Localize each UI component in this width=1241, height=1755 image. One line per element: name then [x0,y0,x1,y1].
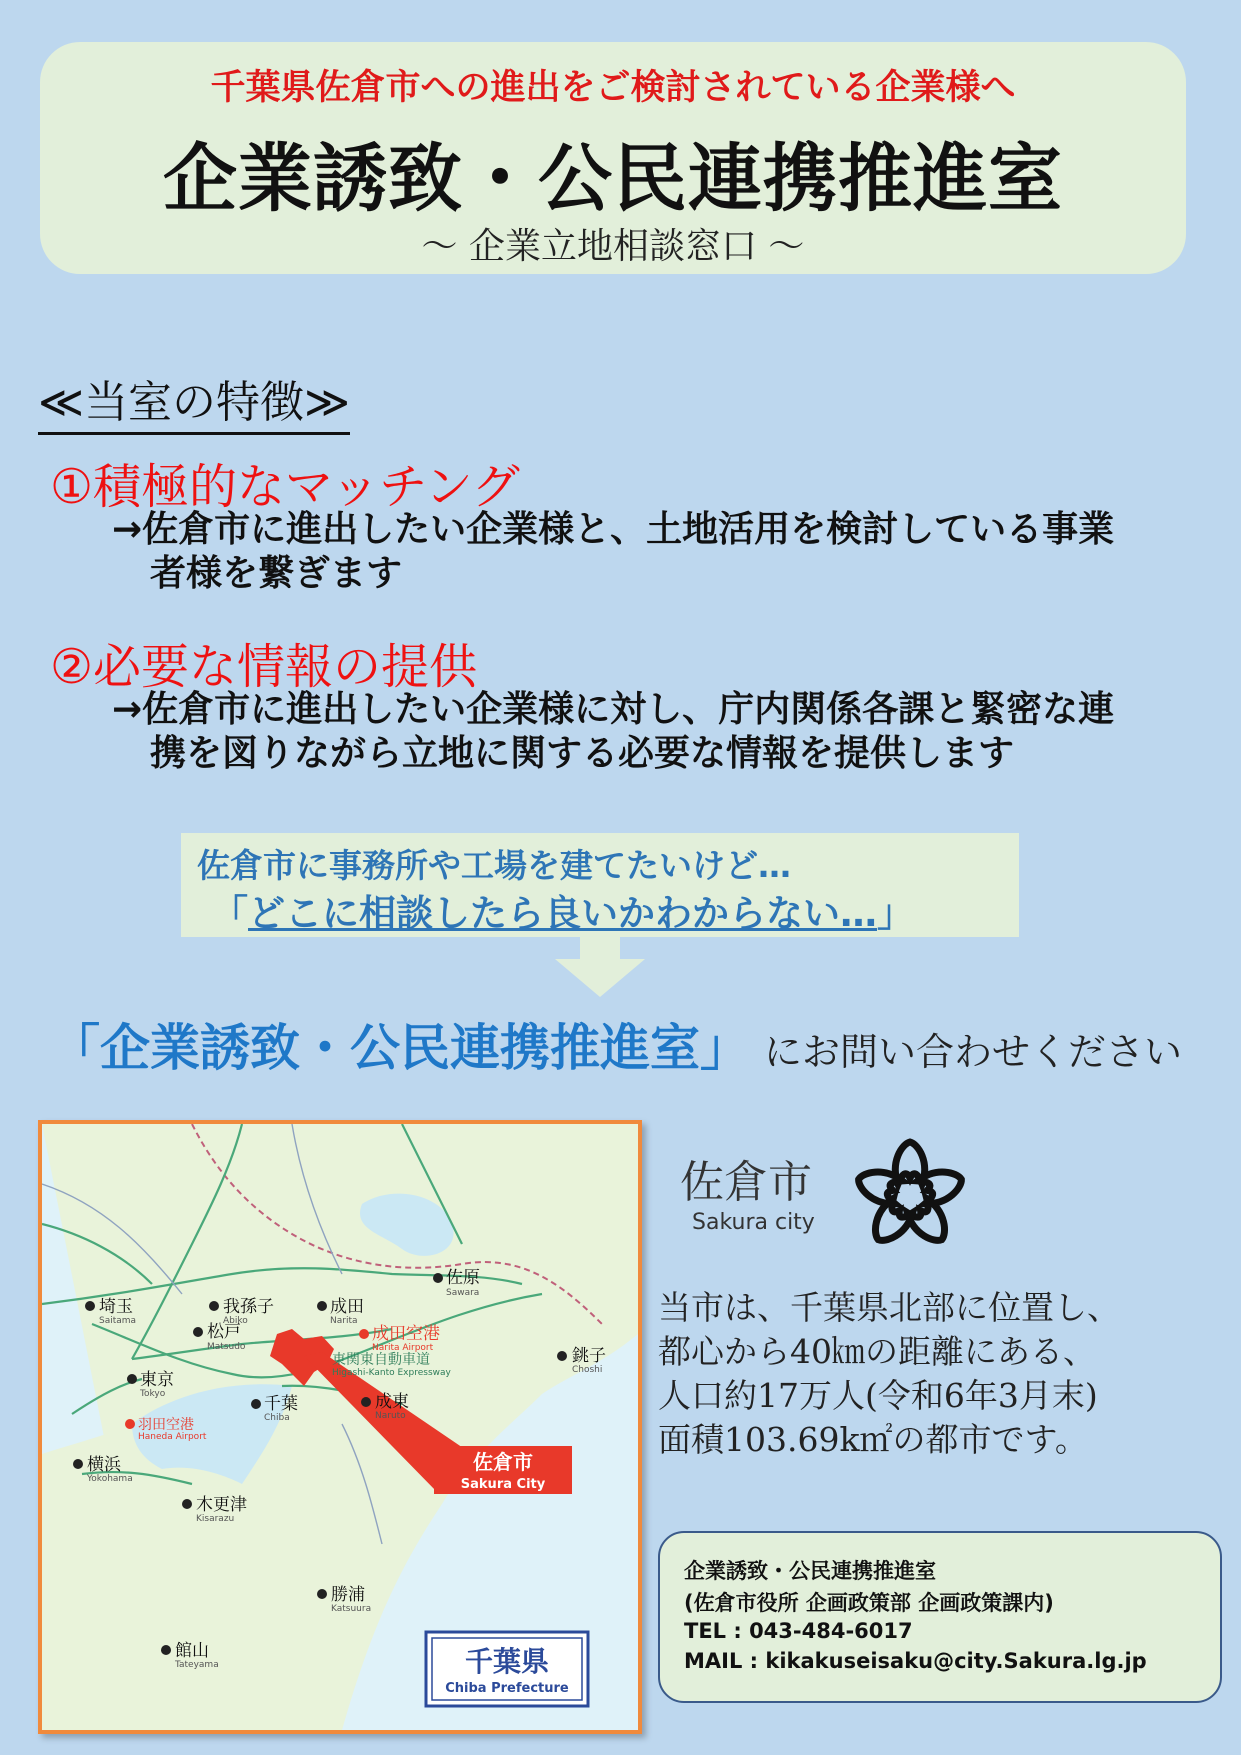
question-line-2 [211,883,914,937]
place-kisarazu-en: Kisarazu [196,1514,235,1524]
place-matsudo-en: Matsudo [207,1342,246,1352]
city-info-line-3: 人口約17万人(令和6年3月末) [658,1376,1098,1415]
place-dot [317,1589,327,1599]
place-sawara-en: Sawara [446,1288,480,1298]
feature-1-line-1: →佐倉市に進出したい企業様と、土地活用を検討している事業 [112,509,1115,550]
question-open-bracket: 「 [211,892,248,935]
card-mail[interactable]: MAIL : kikakuseisaku@city.Sakura.lg.jp [684,1649,1147,1673]
page-title: 企業誘致・公民連携推進室 [163,136,1063,222]
place-katsuura-en: Katsuura [331,1604,372,1614]
place-choshi-en: Choshi [572,1365,603,1375]
place-dot [557,1351,567,1361]
prefecture-label: 千葉県 [464,1645,550,1678]
logo-english: Sakura city [692,1210,815,1235]
expressway-label-en: Higashi-Kanto Expressway [332,1368,451,1378]
place-tateyama: 館山 [175,1641,209,1661]
place-dot [85,1301,95,1311]
place-dot [193,1327,203,1337]
expressway-label: 東関東自動車道 [332,1352,430,1368]
question-callout [181,833,1019,937]
place-dot [251,1399,261,1409]
place-dot [182,1499,192,1509]
place-dot [209,1301,219,1311]
feature-1-description [112,508,1182,596]
question-line-1: 佐倉市に事務所や工場を建てたいけど… [197,846,791,885]
logo-name: 佐倉市 [680,1157,812,1208]
place-matsudo: 松戸 [207,1322,241,1342]
city-info-line-4: 面積103.69k㎡の都市です。 [658,1420,1088,1459]
feature-1-title: ①積極的なマッチング [50,459,520,515]
place-narita-airport-en: Narita Airport [372,1343,434,1353]
contact-prompt [50,1008,1182,1080]
place-tokyo: 東京 [140,1370,174,1390]
sakura-emblem-icon [848,1134,972,1258]
place-tateyama-en: Tateyama [175,1660,219,1670]
feature-2-line-1: →佐倉市に進出したい企業様に対し、庁内関係各課と緊密な連 [112,689,1115,730]
sakura-sub-label: Sakura City [460,1477,546,1492]
place-dot [161,1645,171,1655]
question-emphasis: どこに相談したら良いかわからない… [248,892,877,935]
feature-2-title: ②必要な情報の提供 [50,639,478,695]
place-abiko: 我孫子 [223,1297,274,1317]
prefecture-sub-label: Chiba Prefecture [445,1681,569,1696]
feature-2-description [112,688,1182,776]
feature-2-line-2: 携を図りながら立地に関する必要な情報を提供します [150,733,1015,774]
card-office: 企業誘致・公民連携推進室 [684,1559,936,1583]
place-katsuura: 勝浦 [331,1585,365,1605]
place-dot [127,1374,137,1384]
place-abiko-en: Abiko [223,1316,248,1326]
place-dot [433,1273,443,1283]
sakura-label: 佐倉市 [473,1450,533,1474]
place-narita-airport: 成田空港 [372,1324,440,1344]
map-graphic [42,1124,638,1730]
place-sawara: 佐原 [446,1268,480,1288]
airport-dot [359,1329,369,1339]
header-subtitle: 千葉県佐倉市への進出をご検討されている企業様へ [210,68,1016,108]
place-chiba-en: Chiba [264,1413,290,1423]
place-saitama-en: Saitama [99,1316,137,1326]
contact-office-name: 「企業誘致・公民連携推進室」 [50,1019,750,1077]
place-naruto: 成東 [375,1392,409,1412]
question-close-bracket: 」 [877,892,914,935]
city-info-line-2: 都心から40㎞の距離にある、 [658,1332,1096,1371]
features-heading: ≪当室の特徴≫ [38,366,350,435]
card-department: (佐倉市役所 企画政策部 企画政策課内) [684,1591,1054,1615]
place-dot [361,1397,371,1407]
city-info [658,1286,1218,1462]
airport-dot [125,1419,135,1429]
arrow-down-icon [555,937,645,997]
city-info-line-1: 当市は、千葉県北部に位置し、 [658,1288,1120,1327]
header-caption: ～ 企業立地相談窓口 ～ [421,226,805,267]
place-kisarazu: 木更津 [196,1495,247,1515]
place-choshi: 銚子 [572,1346,606,1366]
place-dot [73,1459,83,1469]
place-narita: 成田 [330,1297,364,1317]
place-narita-en: Narita [330,1316,358,1326]
place-yokohama-en: Yokohama [87,1474,133,1484]
city-logo [680,1130,980,1260]
place-chiba: 千葉 [264,1394,298,1414]
place-saitama: 埼玉 [99,1297,133,1317]
card-tel: TEL : 043-484-6017 [684,1619,913,1643]
area-map [38,1120,642,1734]
place-tokyo-en: Tokyo [140,1389,166,1399]
place-haneda-airport-en: Haneda Airport [138,1432,207,1442]
feature-1-line-2: 者様を繋ぎます [150,553,403,594]
contact-suffix: にお問い合わせください [764,1030,1183,1074]
place-naruto-en: Naruto [375,1411,406,1421]
place-dot [317,1301,327,1311]
place-yokohama: 横浜 [87,1455,121,1475]
header-box [40,42,1186,274]
place-haneda-airport: 羽田空港 [138,1417,194,1433]
contact-card [658,1531,1222,1703]
